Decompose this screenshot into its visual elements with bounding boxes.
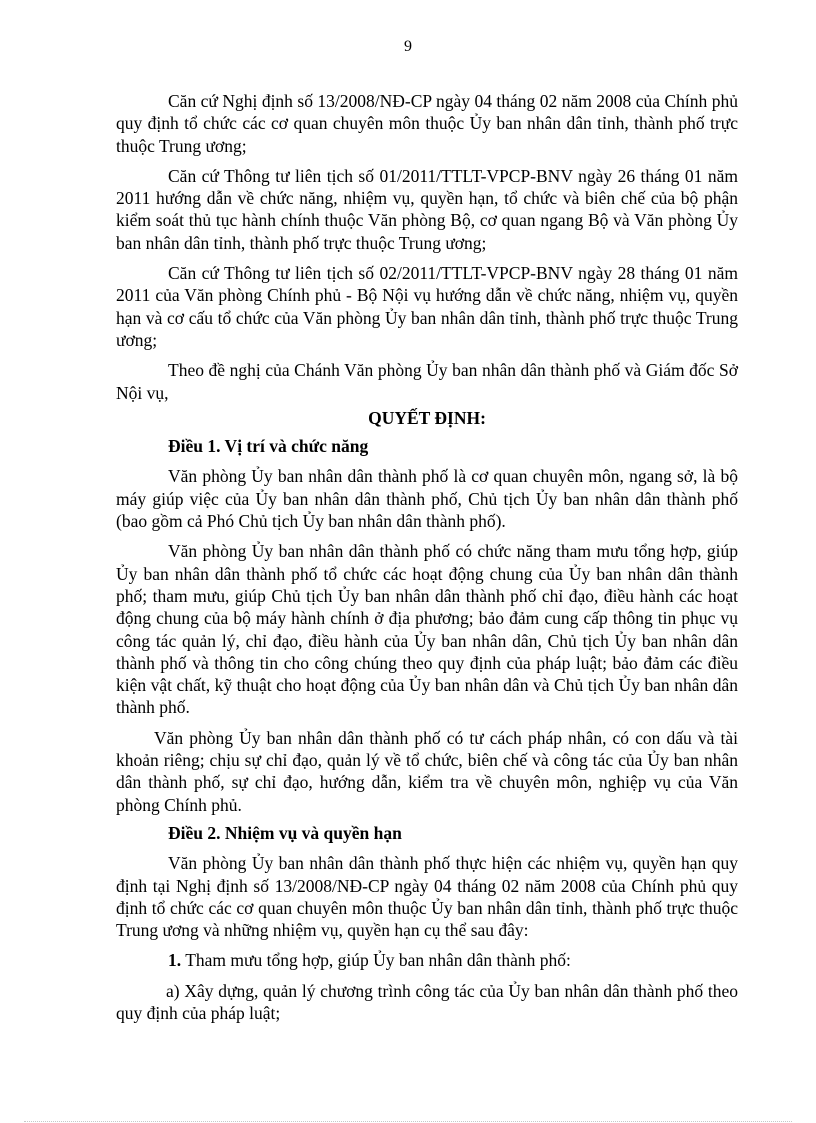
page-bottom-divider xyxy=(24,1121,792,1122)
article-2-paragraph-1: Văn phòng Ủy ban nhân dân thành phố thực hiện các nhiệm vụ, quyền hạn quy định tại Nghị định số 13/2008/NĐ-CP ngày 04 tháng 02 năm 2008 của Chính phủ quy định tổ chức các cơ quan chuyên môn thuộc Ủy ban nhân dân tỉnh, thành phố trực thuộc Trung ương và những nhiệm vụ, quyền hạn cụ thể sau đây: xyxy=(116,853,738,941)
decision-heading: QUYẾT ĐỊNH: xyxy=(368,407,486,428)
article-1-paragraph-2: Văn phòng Ủy ban nhân dân thành phố có chức năng tham mưu tổng hợp, giúp Ủy ban nhân dân thành phố tổ chức các hoạt động chung của Ủy ban nhân dân thành phố; tham mưu, giúp Chủ tịch Ủy ban nhân dân thành phố chỉ đạo, điều hành các hoạt động chung của bộ máy hành chính ở địa phương; bảo đảm cung cấp thông tin phục vụ công tác quản lý, chỉ đạo, điều hành của Ủy ban nhân dân, Chủ tịch Ủy ban nhân dân thành phố và thông tin cho công chúng theo quy định của pháp luật; bảo đảm các điều kiện vật chất, kỹ thuật cho hoạt động của Ủy ban nhân dân và Chủ tịch Ủy ban nhân dân thành phố. xyxy=(116,541,738,718)
article-1-paragraph-1: Văn phòng Ủy ban nhân dân thành phố là cơ quan chuyên môn, ngang sở, là bộ máy giúp việc của Ủy ban nhân dân thành phố, Chủ tịch Ủy ban nhân dân thành phố (bao gồm cả Phó Chủ tịch Ủy ban nhân dân thành phố). xyxy=(116,466,738,532)
article-1-paragraph-3: Văn phòng Ủy ban nhân dân thành phố có tư cách pháp nhân, có con dấu và tài khoản riêng; chịu sự chỉ đạo, quản lý về tổ chức, biên chế và công tác của Ủy ban nhân dân thành phố, sự chỉ đạo, hướng dẫn, kiểm tra về chuyên môn, nghiệp vụ của Văn phòng Chính phủ. xyxy=(116,727,738,815)
list-item-text: Tham mưu tổng hợp, giúp Ủy ban nhân dân thành phố: xyxy=(185,950,571,971)
legal-basis-paragraph-2: Căn cứ Thông tư liên tịch số 01/2011/TTLT-VPCP-BNV ngày 26 tháng 01 năm 2011 hướng dẫn về chức năng, nhiệm vụ, quyền hạn, tổ chức và biên chế của bộ phận kiểm soát thủ tục hành chính thuộc Văn phòng Bộ, cơ quan ngang Bộ và Văn phòng Ủy ban nhân dân tỉnh, thành phố trực thuộc Trung ương; xyxy=(116,165,738,253)
list-item-1 xyxy=(116,949,738,971)
list-item-1a: a) Xây dựng, quản lý chương trình công tác của Ủy ban nhân dân thành phố theo quy định của pháp luật; xyxy=(116,980,738,1023)
legal-basis-paragraph-3: Căn cứ Thông tư liên tịch số 02/2011/TTLT-VPCP-BNV ngày 28 tháng 01 năm 2011 của Văn phòng Chính phủ - Bộ Nội vụ hướng dẫn về chức năng, nhiệm vụ, quyền hạn và cơ cấu tổ chức của Văn phòng Ủy ban nhân dân tỉnh, thành phố trực thuộc Trung ương; xyxy=(116,263,738,350)
list-item-number: 1. xyxy=(168,950,182,971)
document-body xyxy=(116,90,738,1024)
proposal-paragraph: Theo đề nghị của Chánh Văn phòng Ủy ban nhân dân thành phố và Giám đốc Sở Nội vụ, xyxy=(116,360,738,403)
article-2-title: Điều 2. Nhiệm vụ và quyền hạn xyxy=(168,822,402,843)
page-number: 9 xyxy=(404,38,412,55)
legal-basis-paragraph-1: Căn cứ Nghị định số 13/2008/NĐ-CP ngày 04 tháng 02 năm 2008 của Chính phủ quy định tổ chức các cơ quan chuyên môn thuộc Ủy ban nhân dân tỉnh, thành phố trực thuộc Trung ương; xyxy=(116,91,738,156)
article-1-title: Điều 1. Vị trí và chức năng xyxy=(168,436,369,457)
